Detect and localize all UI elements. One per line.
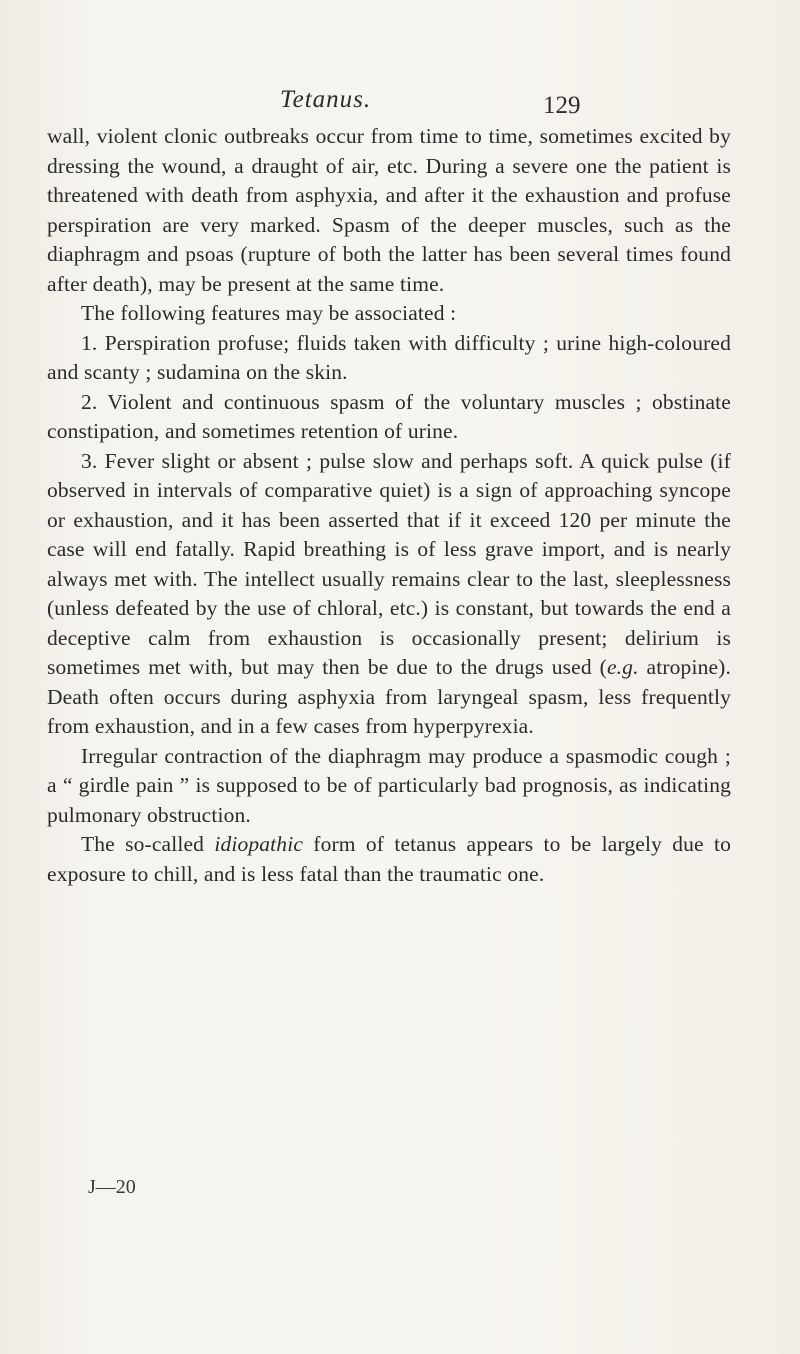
page-number: 129 xyxy=(543,92,581,119)
running-title: Tetanus. xyxy=(280,86,372,113)
paragraph-idiopathic-start: The so-called xyxy=(81,832,215,856)
body-text xyxy=(47,122,731,889)
emphasis-idiopathic: idiopathic xyxy=(214,832,304,856)
paragraph-feature-1: 1. Perspiration profuse; fluids taken with difficulty ; urine high-coloured and scanty ; sudamina on the skin. xyxy=(47,330,731,384)
signature-mark: J—20 xyxy=(88,1176,136,1198)
paragraph-feature-3 xyxy=(47,447,731,742)
paragraph-continuation: wall, violent clonic outbreaks occur from time to time, sometimes excited by dressing the wound, a draught of air, etc. During a severe one the patient is threatened with death from asphyxia, and after it the exhaustion and profuse perspiration are very marked. Spasm of the deeper muscles, such as the diaphragm and psoas (rupture of both the latter has been several times found after death), may be present at the same time. xyxy=(47,124,731,296)
emphasis-eg: e.g. xyxy=(606,655,639,679)
paragraph-idiopathic-end: form of tetanus appears to be largely due to exposure to chill, and is less fatal than the traumatic one. xyxy=(47,832,731,886)
paragraph-feature-3-end: atropine). Death often occurs during asphyxia from laryngeal spasm, less frequently from exhaustion, and in a few cases from hyperpyrexia. xyxy=(47,655,731,738)
paragraph-diaphragm: Irregular contraction of the diaphragm may produce a spasmodic cough ; a “ girdle pain ” is supposed to be of particularly bad prognosis, as indicating pulmonary obstruction. xyxy=(47,743,731,827)
paragraph-features-intro: The following features may be associated : xyxy=(81,301,457,325)
paragraph-feature-2: 2. Violent and continuous spasm of the voluntary muscles ; obstinate constipation, and sometimes retention of urine. xyxy=(47,389,731,443)
page-header xyxy=(280,86,580,120)
paragraph-idiopathic xyxy=(47,830,731,889)
paragraph-feature-3-text: 3. Fever slight or absent ; pulse slow and perhaps soft. A quick pulse (if observed in intervals of comparative quiet) is a sign of approaching syncope or exhaustion, and it has been asserted that if it exceed 120 per minute the case will end fatally. Rapid breathing is of less grave import, and is nearly always met with. The intellect usually remains clear to the last, sleeplessness (unless defeated by the use of chloral, etc.) is constant, but towards the end a deceptive calm from exhaustion is occasionally present; delirium is sometimes met with, but may then be due to the drugs used ( xyxy=(47,448,731,679)
